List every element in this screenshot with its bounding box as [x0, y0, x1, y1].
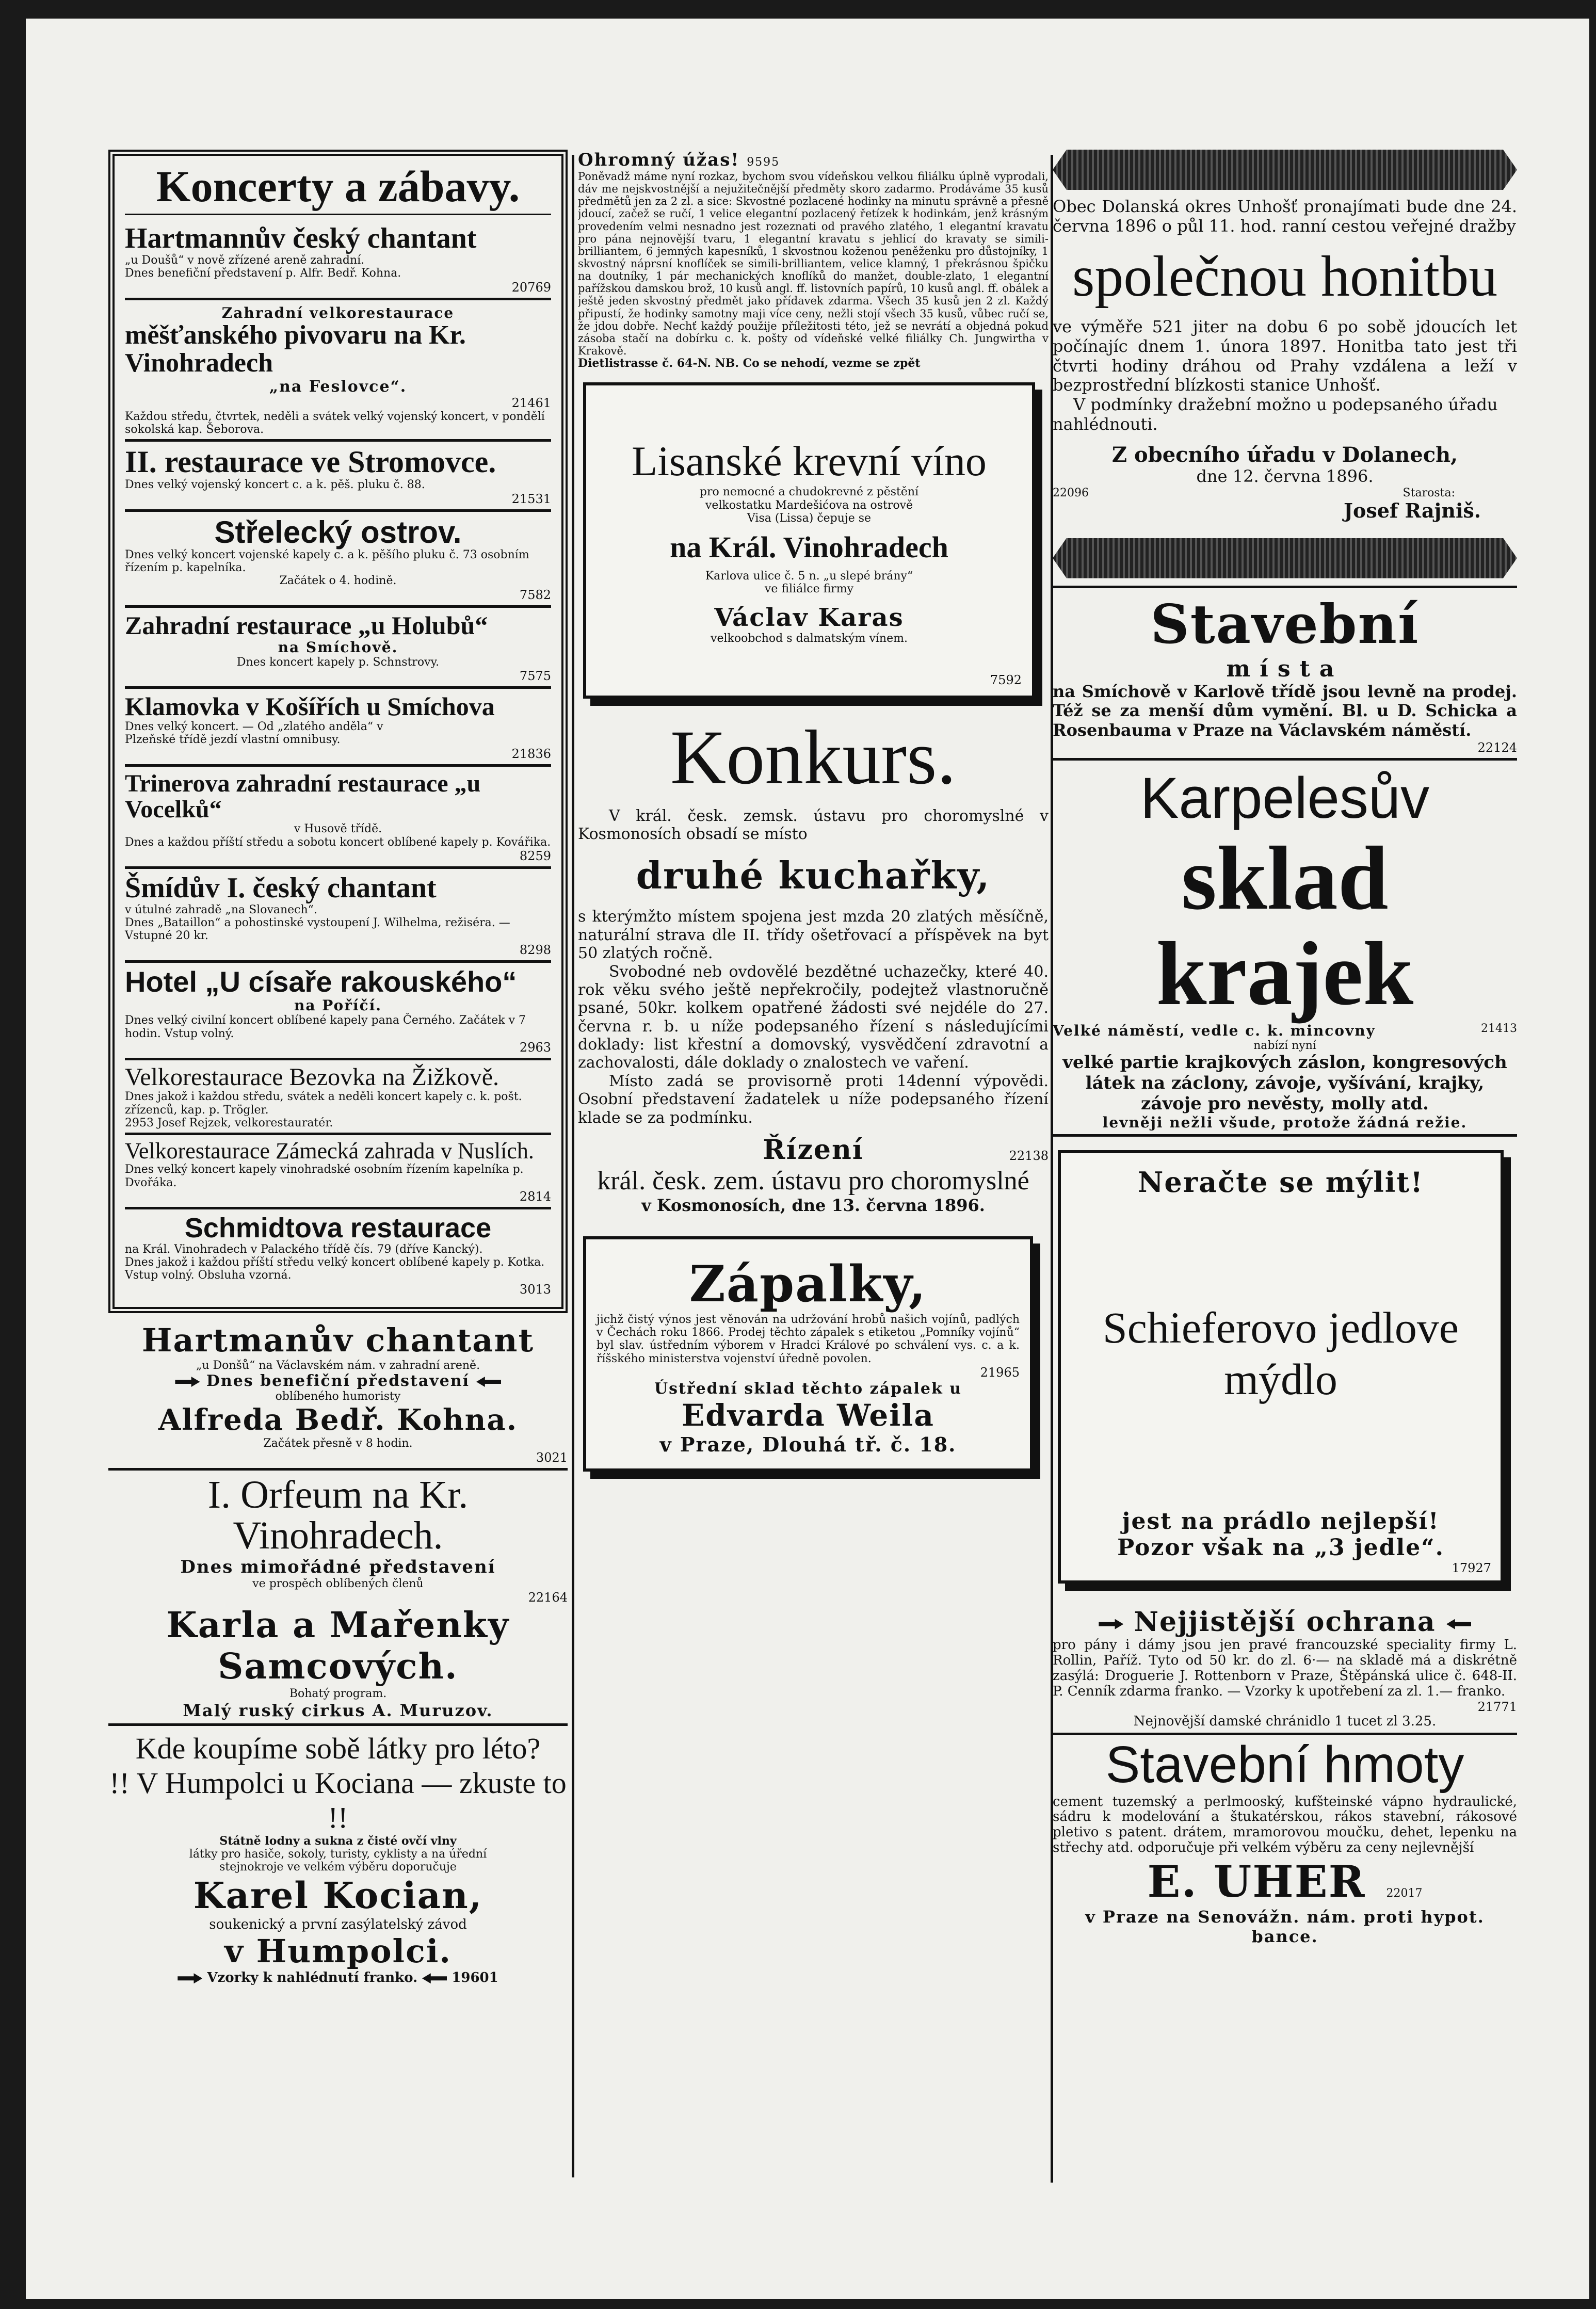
ad-line: v Praze, Dlouhá tř. č. 18. [659, 1432, 957, 1456]
ad-subhead: na Poříčí. [294, 997, 382, 1014]
ad-headline: Trinerova zahradní restaurace „u Vocelků“ [125, 769, 481, 823]
ad-smiduv-chantant [125, 869, 551, 963]
ad-headline: Kde koupíme sobě látky pro léto? [135, 1731, 541, 1765]
pointing-hand-icon [1099, 1619, 1123, 1629]
ad-name: E. UHER [1147, 1856, 1366, 1908]
ad-line: velkoobchod s dalmatským vínem. [711, 632, 908, 645]
ad-body: pro pány i dámy jsou jen pravé francouzské speciality firmy L. Rollin, Paříž. Tyto od 50 kr. do zl. 6·— na skladě má a diskrétně zasýlá: Droguerie J. Rottenborn v Praze, Štěpánská ulice č. 648-II. P. Cenník zdarma franko. — Vzorky k upotřebení za zl. 1.— franko. [1053, 1637, 1517, 1699]
ad-line: Karlova ulice č. 5 n. „u slepé brány“ [705, 570, 913, 583]
ad-signature-row [1053, 487, 1517, 499]
ad-line: soukenický a první zasýlatelský závod [209, 1916, 467, 1932]
ad-strelecky-ostrov [125, 512, 551, 608]
ad-name: Václav Karas [714, 603, 904, 632]
ad-number: 21461 [511, 395, 551, 410]
ad-headline: Velkorestaurace Zámecká zahrada v Nuslích. [125, 1138, 534, 1164]
ad-kocian [108, 1726, 568, 1986]
ad-headline: měšťanského pivovaru na Kr. Vinohradech [125, 320, 466, 378]
ad-line: Vzorky k nahlédnutí franko. 19601 [108, 1970, 568, 1986]
ad-headline: Velkorestaurace Bezovka na Žižkově. [125, 1063, 499, 1091]
ad-klamovka [125, 689, 551, 766]
ad-body: cement tuzemský a perlmooský, kufšteinské vápno hydraulické, sádru k modelování a štukatérskou, rákos stavební, rákosové pletivo s patent. drátem, mramorovou moučku, dehet, lepenku na střechy atd. odporučuje při velkém výběru za ceny nejlevnější [1053, 1794, 1517, 1856]
ad-line: ve filiálce firmy [764, 583, 854, 596]
ad-line: Ústřední sklad těchto zápalek u [654, 1379, 962, 1398]
ad-stavebni-hmoty [1053, 1735, 1517, 1947]
ad-headline: společnou honitbu [1072, 244, 1498, 309]
ad-line: velkostatku Mardešićova na ostrově [705, 498, 913, 512]
ad-line: Dnes velký koncert. — Od „zlatého anděla“ v [125, 720, 383, 733]
ad-line: Dnes benefiční představení p. Alfr. Bedř. Kohna. [125, 267, 401, 280]
ad-headline: Hartmanův chantant [141, 1321, 535, 1359]
ad-line: Nejnovější damské chránidlo 1 tucet zl 3.25. [1133, 1713, 1437, 1729]
ad-number: 17927 [1452, 1561, 1491, 1576]
ad-line: Dnes velký koncert kapely vinohradské osobním řízením kapelníka p. Dvořáka. [125, 1163, 524, 1189]
pointing-hand-icon [1446, 1619, 1471, 1629]
ad-name-row [1053, 1856, 1517, 1907]
ad-headline: Hartmannův český chantant [125, 222, 477, 255]
ad-line: Plzeňské třídě jezdí vlastní omnibusy. [125, 733, 341, 747]
decorative-banner [1053, 150, 1517, 190]
ad-hotel-cisar [125, 963, 551, 1060]
ad-stavebni-mista [1053, 586, 1517, 761]
pointing-hand-icon [178, 1973, 202, 1983]
ad-zapalky [583, 1236, 1033, 1472]
ad-address-row [1053, 1022, 1517, 1039]
ad-headline: II. restaurace ve Stromovce. [125, 445, 496, 479]
ad-subhead: druhé kuchařky, [636, 853, 991, 898]
ad-line: na Král. Vinohradech v Palackého třídě čís. 79 (dříve Kancký). [125, 1242, 483, 1256]
ad-signature: Josef Rajniš. [1344, 498, 1481, 522]
ad-line: v útulné zahradě „na Slovanech“. [125, 903, 317, 916]
ad-line: „u Donšů“ na Václavském nám. v zahradní areně. [196, 1359, 480, 1372]
pointing-hand-icon [422, 1973, 447, 1983]
ad-line: Dnes jakož i každou příští středu velký koncert oblíbené kapely p. Kotka. [125, 1256, 545, 1269]
ad-line: v Kosmonosích, dne 13. června 1896. [641, 1196, 985, 1216]
column-rule [572, 155, 574, 2177]
ad-number: 22124 [1477, 740, 1517, 755]
ad-trinerova [125, 767, 551, 869]
ad-headline: Stavební [1150, 592, 1420, 656]
ad-line: dne 12. června 1896. [1196, 466, 1374, 486]
ad-line: Dnes velký koncert vojenské kapely c. a k. pěšího pluku č. 73 osobním řízením p. kapelníka. [125, 548, 529, 575]
ad-headline: Klamovka v Košířích u Smíchova [125, 692, 495, 721]
ad-holub [125, 608, 551, 689]
ad-number: 8259 [519, 848, 551, 863]
middle-column [578, 150, 1049, 2090]
ad-number: 22096 [1053, 486, 1089, 499]
ad-line: pro nemocné a chudokrevné z pěstění [699, 486, 919, 499]
ad-line: Každou středu, čtvrtek, neděli a svátek velký vojenský koncert, v pondělí sokolská kap. Šeborova. [125, 410, 545, 437]
ad-body: ve výměře 521 jiter na dobu 6 po sobě jdoucích let počínajíc dnem 1. února 1897. Honitba tato jest tři čtvrti hodiny dráhou od Prahy vzdálena a leží v bezprostřední blízkosti stanice Unhošť. [1053, 317, 1517, 395]
ad-subhead: Dnes mimořádné představení [180, 1557, 496, 1578]
ad-body: V podmínky dražební možno u podepsaného úřadu nahlédnouti. [1053, 395, 1498, 434]
pointing-hand-icon [476, 1377, 501, 1387]
ad-line: Starosta: [1402, 486, 1455, 499]
ad-name: Karel Kocian, [193, 1874, 483, 1917]
ad-line: Dnes „Bataillon“ a pohostinské vystoupení J. Wilhelma, režiséra. — Vstupné 20 kr. [125, 916, 510, 943]
ad-line: stejnokroje ve velkém výběru doporučuje [219, 1861, 457, 1874]
ad-number: 2963 [519, 1040, 551, 1055]
ad-number: 21531 [511, 491, 551, 506]
ad-number: 21413 [1481, 1022, 1517, 1035]
pointing-hand-icon [175, 1377, 200, 1387]
ad-number: 2814 [519, 1189, 551, 1204]
ad-stromovka [125, 442, 551, 511]
ad-headline: Lisanské krevní víno [632, 438, 987, 485]
ad-line: v Husově třídě. [294, 822, 382, 836]
ad-zamecka-zahrada [125, 1135, 551, 1209]
ad-line: Státně lodny a sukna z čisté ovčí vlny [219, 1834, 457, 1848]
ad-orfeum [108, 1471, 568, 1726]
ad-line: látky pro hasiče, sokoly, turisty, cyklisty a na úřední [189, 1848, 487, 1861]
ad-subhead: Dnes benefiční představení [108, 1372, 568, 1390]
ad-body: s kterýmžto místem spojena jest mzda 20 zlatých měsíčně, naturální strava dle II. třídy ošetřovací a příspěvek na byt 50 zlatých ročně. [578, 908, 1049, 963]
ad-line: Visa (Lissa) čepuje se [747, 512, 872, 525]
ad-number: 21965 [980, 1365, 1020, 1380]
ad-number: 7582 [519, 587, 551, 602]
ad-body: Svobodné neb ovdovělé bezdětné uchazečky, které 40. rok věku svého ještě nepřekročily, podejtež vlastnoručně psané, 50kr. kolkem opatřené žádosti své nejdéle do 27. června r. b. u níže podepsaného řízení s následujícími doklady: list křestní a domovský, vysvědčení zdravotní a zachovalosti, dále doklady o znalostech ve vaření. [578, 962, 1049, 1072]
ad-number: 7575 [519, 669, 551, 684]
ad-headline: Nejjistější ochrana [1053, 1606, 1517, 1638]
ad-line: Vstup volný. Obsluha vzorná. [125, 1269, 292, 1282]
ad-body: velké partie krajkových záslon, kongresových látek na záclony, závoje, vyšívání, krajky, závoje pro nevěsty, molly atd. [1062, 1052, 1507, 1115]
ad-headline: Neračte se mýlit! [1138, 1166, 1424, 1199]
ad-headline: Konkurs. [670, 715, 957, 801]
ad-number: 7592 [990, 673, 1022, 688]
ad-line: Dietlistrasse č. 64-N. NB. Co se nehodí, vezme se zpět [578, 357, 921, 370]
ad-ohromny-uzas [578, 150, 1049, 370]
ad-body: Místo zadá se provisorně proti 14denní výpovědi. Osobní představení žadatelek u níže podepsaného řízení klade se za podmínku. [578, 1072, 1049, 1127]
ad-line: „u Doušů“ v nově zřízené areně zahradní. [125, 254, 365, 267]
ad-headline: Stavební hmoty [1105, 1735, 1464, 1794]
ad-headline: Zápalky, [689, 1254, 927, 1313]
ad-mestansky-pivovar [125, 300, 551, 442]
left-column [108, 150, 568, 2177]
ad-line: Začátek přesně v 8 hodin. [263, 1437, 413, 1450]
ad-number: 21836 [511, 746, 551, 761]
ad-headline: Hotel „U císaře rakouského“ [125, 965, 517, 998]
ad-line: nabízí nyní [1253, 1039, 1316, 1052]
right-column [1053, 150, 1517, 2188]
ad-line: Dnes a každou příští středu a sobotu koncert oblíbené kapely p. Kovářika. [125, 835, 551, 849]
ad-hartmann-chantant [125, 219, 551, 300]
ad-number: 3021 [536, 1450, 568, 1465]
decorative-banner [1053, 538, 1517, 578]
ad-number: 8298 [519, 942, 551, 957]
ad-line: Bohatý program. [289, 1687, 387, 1701]
ad-karpeles [1053, 761, 1517, 1137]
ad-schmidtova [125, 1209, 551, 1300]
ad-line: Pozor však na „3 jedle“. [1117, 1535, 1444, 1561]
ad-subhead: na Král. Vinohradech [670, 530, 948, 564]
ad-name: Karla a Mařenky [166, 1605, 510, 1646]
ad-number: 22138 [1009, 1149, 1049, 1164]
ad-number: 22164 [528, 1590, 568, 1605]
ad-name: Alfreda Bedř. Kohna. [158, 1403, 518, 1438]
ad-line: Dnes velký vojenský koncert c. a k. pěš. pluku č. 88. [125, 478, 425, 492]
ad-line: oblíbeného humoristy [275, 1390, 401, 1403]
ad-line: Dnes koncert kapely p. Schnstrovy. [236, 656, 440, 669]
ad-body: na Smíchově v Karlově třídě jsou levně na prodej. Též se za menší dům vymění. Bl. u D. Schicka a Rosenbauma v Praze na Václavském náměstí. [1053, 681, 1517, 740]
ad-number: 20769 [511, 280, 551, 295]
ad-name: v Humpolci. [224, 1932, 452, 1971]
ad-line: Začátek o 4. hodině. [279, 574, 397, 588]
ad-line: v Praze na Senovážn. nám. proti hypot. bance. [1085, 1907, 1485, 1947]
ad-line: ve prospěch oblíbených členů [252, 1577, 424, 1591]
ad-body: Obec Dolanská okres Unhošť pronajímati bude dne 24. června 1896 o půl 11. hod. ranní cestou veřejné dražby [1053, 197, 1517, 236]
ad-headline: sklad krajek [1156, 828, 1414, 1024]
ad-headline: Schmidtova restaurace [184, 1213, 492, 1244]
ad-headline: !! V Humpolci u Kociana — zkuste to !! [109, 1766, 567, 1834]
ad-line: Dnes jakož i každou středu, svátek a neděli koncert kapely c. k. pošt. zřízenců, kap. p. Trögler. [125, 1090, 522, 1117]
ad-line: král. česk. zem. ústavu pro choromyslné [597, 1166, 1029, 1196]
ad-subhead: „na Feslovce“. [269, 377, 407, 396]
ad-name: Edvarda Weila [682, 1397, 934, 1433]
ad-schieferovo-mydlo [1058, 1150, 1504, 1584]
ad-bezovka [125, 1060, 551, 1135]
concerts-section [108, 150, 568, 1313]
ad-subhead: Schieferovo jedlove mýdlo [1102, 1303, 1459, 1404]
ad-number: 3013 [519, 1282, 551, 1297]
ad-headline: I. Orfeum na Kr. Vinohradech. [207, 1473, 469, 1558]
ad-body: Poněvadž máme nyní rozkaz, bychom svou vídeňskou velkou filiálku úplně vyprodali, dáv me nejskvostnější a nejužitečnější předměty skoro zadarmo. Prodáváme 35 kusů předmětů jen za 2 zl. a sice: Skvostné pozlacené hodinky na minutu správně a přesně jdoucí, začež se ručí, 1 velice elegantní pozlacený řetízek k hodinkám, jenž krásným provedením velmi nesnadno jest rozeznati od pravého zlatého, 1 elegantní kravatu pro pána nejnovější tvaru, 1 elegantní kravatu s jehlicí do kravaty se simili-brilliantem, 6 jemných kapesníků, 1 skvostnou koženou peněženku pro důstojníky, 1 skvostný náprsní knoflíček se simili-brilliantem, velice klamný, 1 překrásnou špičku na doutníky, 1 pár mechanických knoflíků do manžet, double-zlato, 1 elegantní pařížskou damskou brož, 10 kusů angl. ff. listovních papírů, 10 kusů angl. ff. obálek a ještě jeden skvostný předmět jako přídavek zdarma. Všech 35 kusů jen 2 zl. Každý připustí, že hodinky samotny maji více ceny, nežli stojí všech 35 kusů, vůbec ručí se, že jdou dobře. Nechť každý použije příležitosti této, jež se nevrátí a objedná pokud zásoba stačí na dobírku c. k. pošty od vídeňské velké filiálky Ch. Jungwirtha v Krakově. [578, 170, 1049, 357]
ad-subhead: na Smíchově. [278, 639, 398, 656]
ad-lisanske-vino [583, 382, 1035, 699]
ad-kicker: Zahradní velkorestaurace [221, 304, 455, 321]
ad-line: 2953 Josef Rejzek, velkorestauratér. [125, 1116, 333, 1129]
ad-line: levněji nežli všude, protože žádná režie. [1102, 1114, 1468, 1132]
ad-number: 22017 [1386, 1887, 1423, 1900]
ad-line: Malý ruský cirkus A. Muruzov. [183, 1700, 493, 1720]
ad-konkurs [578, 717, 1049, 1216]
ad-nejjistejsi-ochrana [1053, 1602, 1517, 1735]
ad-line: jest na prádlo nejlepší! [1122, 1508, 1440, 1535]
ad-headline: Střelecký ostrov. [214, 514, 462, 550]
ad-line: Dnes velký civilní koncert oblíbené kapely pana Černého. Začátek v 7 hodin. Vstup volný. [125, 1014, 526, 1040]
ad-headline: Zahradní restaurace „u Holubů“ [125, 610, 488, 640]
ad-body: jichž čistý výnos jest věnován na udržování hrobů našich vojínů, padlých v Čechách roku 1866. Prodej těchto zápalek s etiketou „Pomníky vojínů“ byl slav. ústředním výborem v Hradci Králové po schválení vys. c. a k. říšského ministerstva vojenství úředně povolen. [597, 1313, 1020, 1365]
ad-name: Samcových. [218, 1646, 458, 1688]
ad-number: 21771 [1477, 1699, 1517, 1714]
section-title: Koncerty a zábavy. [156, 162, 520, 211]
ad-line: Velké náměstí, vedle c. k. mincovny [1053, 1022, 1376, 1039]
ad-headline: Ohromný úžas! 9595 [578, 150, 780, 170]
ad-headline: Karpelesův [1140, 765, 1430, 830]
ad-honitba [1053, 150, 1517, 578]
ad-subhead: Řízení [763, 1134, 864, 1166]
ad-line: Z obecního úřadu v Dolanech, [1111, 442, 1458, 467]
ad-subhead: místa [1226, 655, 1344, 682]
ad-headline: Šmídův I. český chantant [125, 871, 437, 904]
ad-signature-row [578, 1134, 1049, 1166]
ad-hartmann-kohn [108, 1313, 568, 1471]
ad-body: V král. česk. zemsk. ústavu pro choromyslné v Kosmonosích obsadí se místo [578, 806, 1049, 843]
